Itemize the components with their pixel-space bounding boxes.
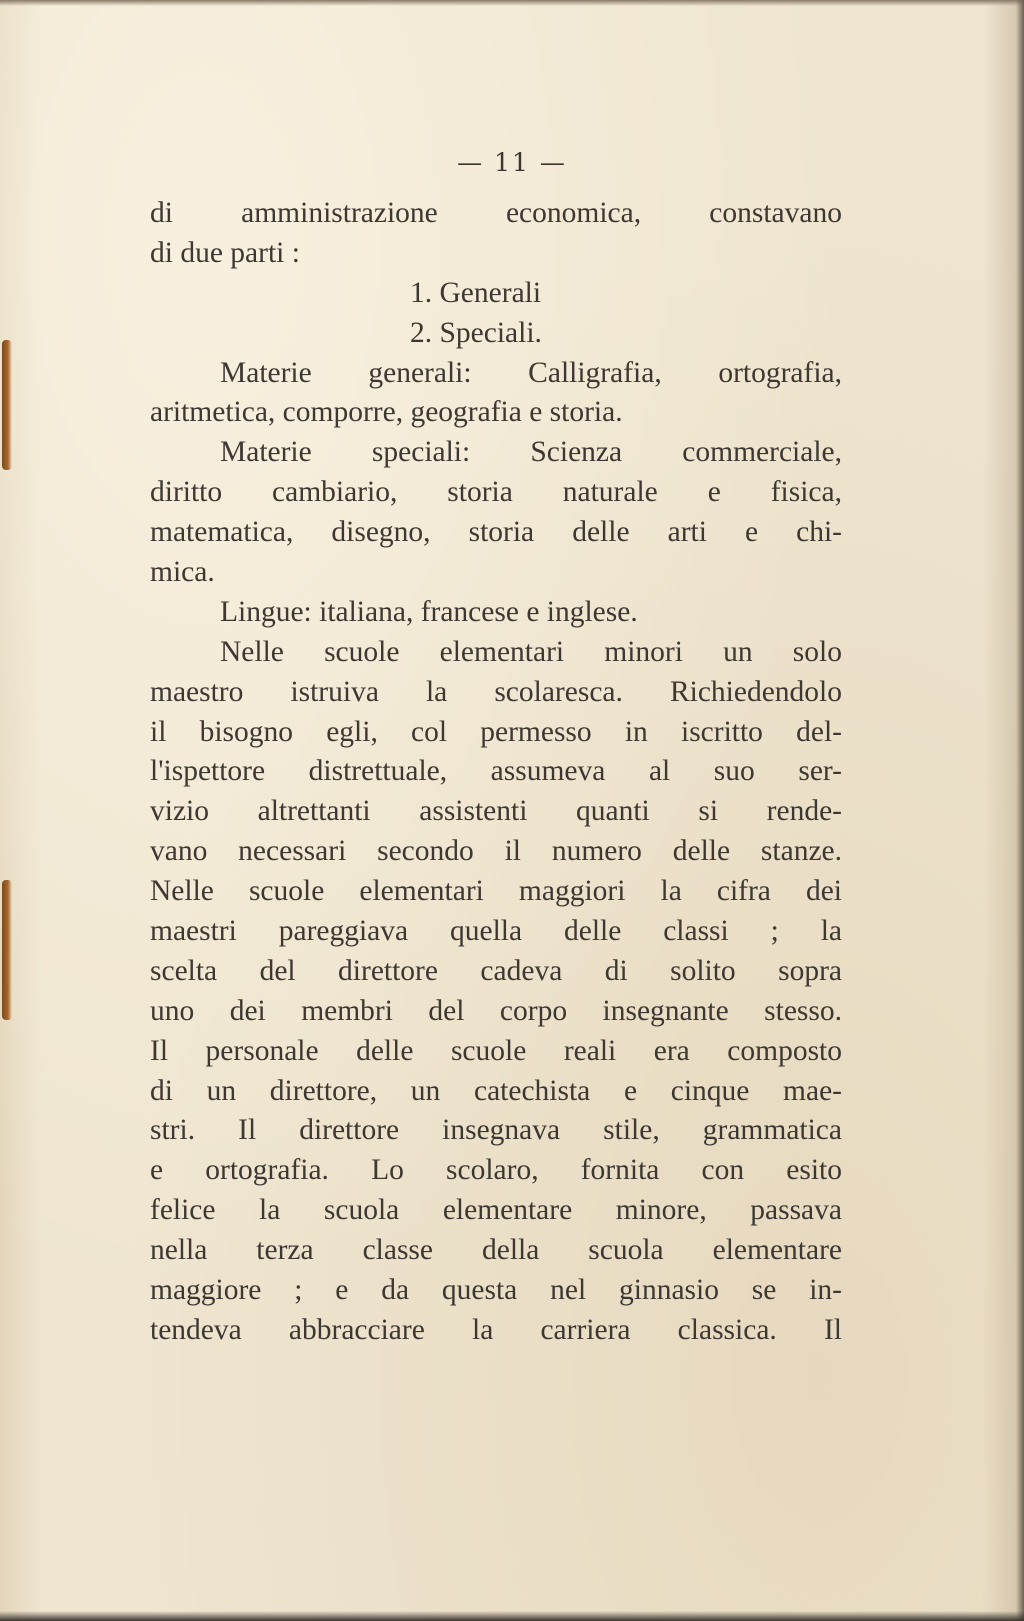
text-line: Materie speciali: Scienza commerciale, [220, 436, 842, 469]
text-line: mica. [150, 556, 215, 589]
body-text [150, 194, 842, 1351]
text-line: nella terza classe della scuola elementare [150, 1234, 842, 1267]
text-line: di due parti : [150, 236, 300, 269]
text-line: tendeva abbracciare la carriera classica. Il [150, 1313, 842, 1346]
text-line: aritmetica, comporre, geografia e storia. [150, 396, 623, 429]
page-bottom-edge-shadow [0, 1611, 1024, 1621]
text-line: maestro istruiva la scolaresca. Richiedendolo [150, 675, 842, 708]
text-line: di un direttore, un catechista e cinque mae- [150, 1074, 842, 1107]
text-line: 1. Generali [410, 276, 542, 309]
text-line: il bisogno egli, col permesso in iscritto del- [150, 715, 842, 748]
text-line: e ortografia. Lo scolaro, fornita con esito [150, 1154, 842, 1187]
text-line: vano necessari secondo il numero delle stanze. [150, 835, 842, 868]
binding-thread-mark [2, 340, 12, 470]
text-line: l'ispettore distrettuale, assumeva al suo ser- [150, 755, 842, 788]
text-line: di amministrazione economica, constavano [150, 197, 842, 229]
text-line: matematica, disegno, storia delle arti e chi- [150, 516, 842, 549]
text-line: stri. Il direttore insegnava stile, grammatica [150, 1114, 842, 1147]
text-line: felice la scuola elementare minore, passava [150, 1194, 842, 1227]
text-line: Lingue: italiana, francese e inglese. [220, 595, 638, 628]
text-line: Nelle scuole elementari minori un solo [220, 635, 842, 668]
text-line: scelta del direttore cadeva di solito sopra [150, 954, 842, 987]
text-line: diritto cambiario, storia naturale e fisica, [150, 476, 842, 509]
text-line: maggiore ; e da questa nel ginnasio se in- [150, 1274, 842, 1307]
text-line: maestri pareggiava quella delle classi ; la [150, 915, 842, 948]
page-right-edge-shadow [1016, 0, 1024, 1621]
page-number: — 11 — [457, 148, 567, 177]
text-line: uno dei membri del corpo insegnante stesso. [150, 994, 842, 1027]
text-line: Materie generali: Calligrafia, ortografia, [220, 356, 842, 389]
text-line: Il personale delle scuole reali era composto [150, 1034, 842, 1067]
text-line: vizio altrettanti assistenti quanti si rende- [150, 795, 842, 828]
page-top-edge-shadow [0, 0, 1024, 6]
text-line: Nelle scuole elementari maggiori la cifra dei [150, 875, 842, 908]
binding-thread-mark [2, 880, 12, 1020]
text-line: 2. Speciali. [410, 316, 542, 349]
